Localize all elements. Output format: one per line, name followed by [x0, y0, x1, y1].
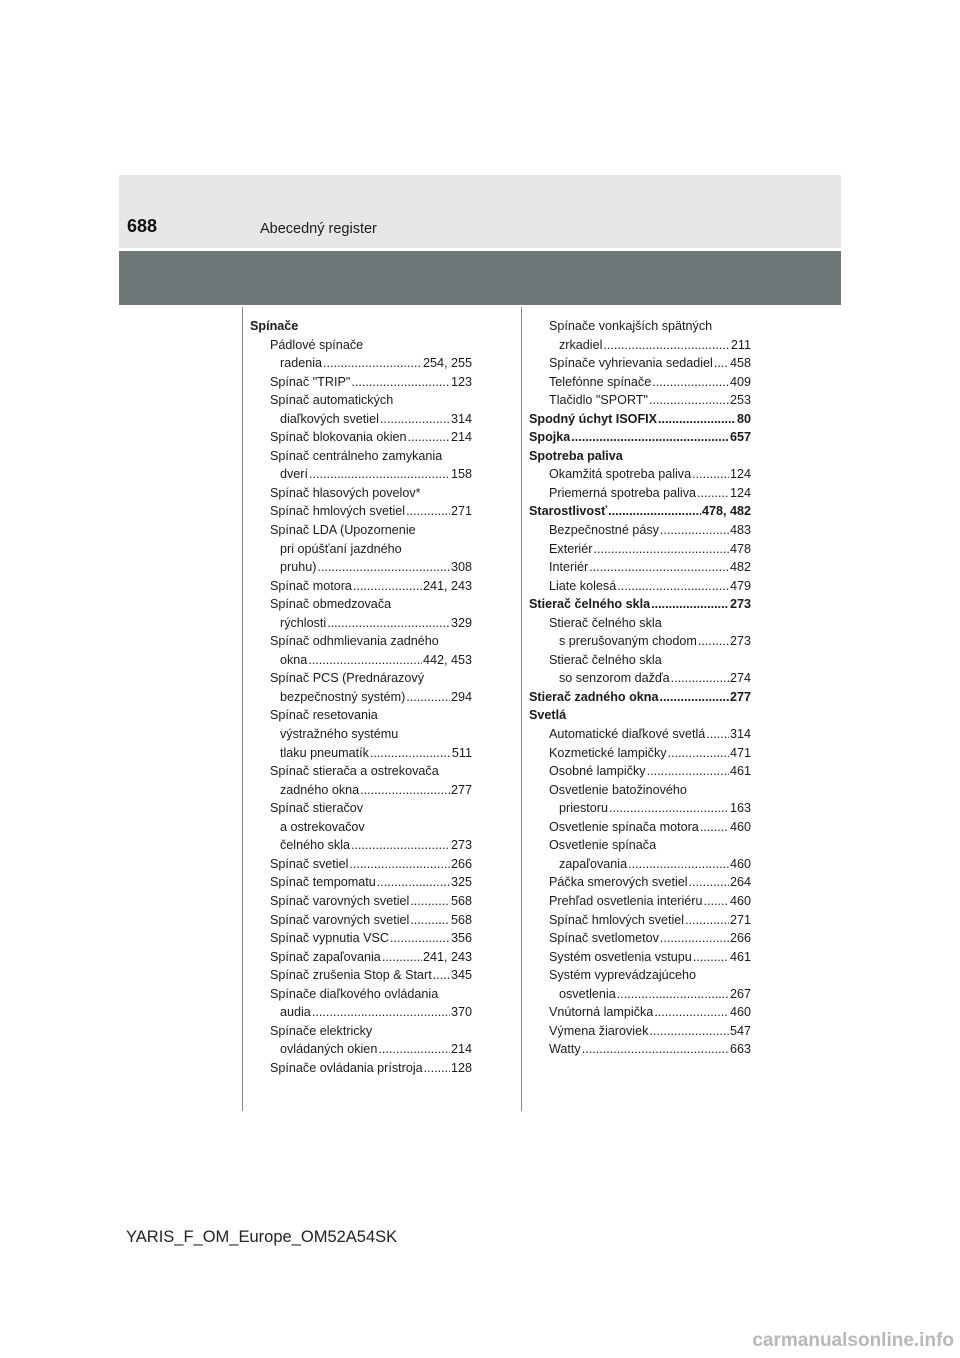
index-entry-pages: 657 — [729, 430, 751, 445]
leader-dots — [353, 577, 422, 596]
index-entry — [250, 818, 472, 837]
index-entry-pages: 460 — [729, 1005, 751, 1020]
index-entry-pages: 460 — [729, 819, 751, 834]
leader-dots — [704, 892, 729, 911]
index-entry-term: Výmena žiaroviek — [549, 1023, 649, 1038]
section-title: Abecedný register — [260, 221, 377, 237]
header-bar — [119, 175, 841, 248]
index-entry — [250, 428, 472, 447]
watermark-link[interactable]: carmanualsonline.info — [752, 1330, 954, 1351]
index-entry-term: Prehľad osvetlenia interiéru — [549, 893, 703, 908]
index-entry-term: Spínače vyhrievania sedadiel — [549, 356, 713, 371]
index-entry — [529, 595, 751, 614]
index-entry-term: Watty — [549, 1042, 581, 1057]
page-number: 688 — [127, 216, 158, 236]
index-entry — [529, 688, 751, 707]
index-entry-term: Interiér — [549, 560, 589, 575]
index-entry-pages: 409 — [729, 374, 751, 389]
index-entry-term: so senzorom dažďa — [559, 671, 670, 686]
index-entry — [250, 948, 472, 967]
index-entry — [529, 1003, 751, 1022]
index-entry-pages: 370 — [450, 1005, 472, 1020]
index-entry — [529, 669, 751, 688]
index-entry — [529, 1040, 751, 1059]
index-entry-pages: 271 — [450, 504, 472, 519]
index-entry-term: Spínač stieračov — [270, 801, 364, 816]
leader-dots — [659, 688, 729, 707]
index-entry-term: Spínače elektricky — [270, 1023, 373, 1038]
index-entry-term: Spínač LDA (Upozornenie — [270, 523, 416, 538]
leader-dots — [649, 391, 729, 410]
index-entry-term: Osvetlenie batožinového — [549, 782, 687, 797]
index-entry-term: Spodný úchyt ISOFIX — [529, 411, 658, 426]
leader-dots — [410, 892, 450, 911]
index-entry-term: Spínač centrálneho zamykania — [270, 448, 443, 463]
index-entry-term: a ostrekovačov — [280, 819, 365, 834]
leader-dots — [692, 465, 729, 484]
index-entry-term: pruhu) — [280, 560, 317, 575]
index-entry-term: Páčka smerových svetiel — [549, 875, 688, 890]
index-entry-term: Spínač automatických — [270, 393, 394, 408]
leader-dots — [433, 966, 450, 985]
index-entry-pages: 461 — [729, 949, 751, 964]
leader-dots — [685, 911, 729, 930]
index-entry — [529, 762, 751, 781]
leader-dots — [714, 354, 729, 373]
index-entry — [250, 873, 472, 892]
index-entry-pages: 253 — [729, 393, 751, 408]
leader-dots — [323, 354, 422, 373]
index-entry-pages: 273 — [450, 838, 472, 853]
index-entry-term: Starostlivosť — [529, 504, 608, 519]
index-entry — [529, 855, 751, 874]
leader-dots — [308, 651, 422, 670]
leader-dots — [671, 669, 729, 688]
index-entry-term: Spínač zrušenia Stop & Start — [270, 968, 432, 983]
leader-dots — [349, 855, 450, 874]
leader-dots — [652, 373, 729, 392]
index-entry — [250, 1059, 472, 1078]
index-entry-term: priestoru — [559, 801, 608, 816]
index-entry-term: Automatické diaľkové svetlá — [549, 727, 706, 742]
leader-dots — [377, 873, 450, 892]
index-entry — [250, 614, 472, 633]
index-entry-term: audia — [280, 1005, 311, 1020]
index-column-right — [529, 317, 751, 1059]
index-entry — [529, 725, 751, 744]
leader-dots — [654, 1003, 729, 1022]
index-entry — [250, 373, 472, 392]
index-entry-pages: 461 — [729, 764, 751, 779]
index-entry — [250, 781, 472, 800]
index-entry-pages: 471 — [729, 745, 751, 760]
leader-dots — [370, 744, 451, 763]
index-entry-term: Spojka — [529, 430, 571, 445]
index-entry — [529, 317, 751, 336]
leader-dots — [406, 688, 450, 707]
leader-dots — [693, 948, 729, 967]
index-entry — [529, 744, 751, 763]
index-entry — [529, 558, 751, 577]
index-entry-term: Pádlové spínače — [270, 337, 364, 352]
index-entry — [529, 614, 751, 633]
index-entry-term: Spínač PCS (Prednárazový — [270, 671, 424, 686]
index-entry-pages: 345 — [450, 968, 472, 983]
leader-dots — [380, 410, 450, 429]
index-entry — [250, 669, 472, 688]
index-entry-term: čelného skla — [280, 838, 351, 853]
index-entry-pages: 478, 482 — [701, 504, 751, 519]
index-entry-pages: 128 — [450, 1060, 472, 1075]
document-code: YARIS_F_OM_Europe_OM52A54SK — [126, 1228, 398, 1246]
index-entry — [529, 799, 751, 818]
index-entry-term: Priemerná spotreba paliva — [549, 485, 697, 500]
index-entry-term: Stierač čelného skla — [529, 597, 651, 612]
index-entry — [529, 818, 751, 837]
index-entry — [529, 911, 751, 930]
left-column-rule — [242, 307, 243, 1111]
leader-dots — [617, 577, 729, 596]
leader-dots — [706, 725, 729, 744]
middle-column-rule — [521, 307, 522, 1111]
index-entry — [250, 725, 472, 744]
index-entry — [529, 836, 751, 855]
index-entry-term: ovládaných okien — [280, 1042, 378, 1057]
index-entry-pages: 356 — [450, 931, 472, 946]
leader-dots — [317, 558, 450, 577]
index-entry-pages: 478 — [729, 541, 751, 556]
index-entry — [250, 744, 472, 763]
leader-dots — [351, 836, 450, 855]
index-entry — [529, 892, 751, 911]
index-entry-pages: 266 — [450, 856, 472, 871]
leader-dots — [410, 911, 450, 930]
index-entry-term: diaľkových svetiel — [280, 411, 379, 426]
leader-dots — [651, 595, 729, 614]
index-entry-term: tlaku pneumatík — [280, 745, 369, 760]
index-entry-pages: 158 — [450, 467, 472, 482]
index-entry-pages: 314 — [729, 727, 751, 742]
leader-dots — [312, 1003, 450, 1022]
index-entry — [250, 317, 472, 336]
index-entry-term: s prerušovaným chodom — [559, 634, 697, 649]
index-entry-term: Spínač tempomatu — [270, 875, 376, 890]
index-entry — [250, 892, 472, 911]
leader-dots — [658, 410, 736, 429]
index-entry-term: Bezpečnostné pásy — [549, 523, 659, 538]
leader-dots — [649, 1022, 729, 1041]
leader-dots — [582, 1040, 729, 1059]
index-entry — [250, 1003, 472, 1022]
index-entry-term: zrkadiel — [559, 337, 603, 352]
leader-dots — [360, 781, 450, 800]
index-entry — [529, 521, 751, 540]
index-entry-pages: 271 — [729, 912, 751, 927]
index-entry-pages: 663 — [729, 1042, 751, 1057]
index-entry-term: Stierač čelného skla — [549, 652, 662, 667]
index-entry — [250, 1040, 472, 1059]
index-entry — [250, 577, 472, 596]
index-entry-pages: 254, 255 — [422, 356, 472, 371]
index-entry — [250, 706, 472, 725]
index-entry-pages: 442, 453 — [422, 652, 472, 667]
index-entry-term: Spínač svetiel — [270, 856, 349, 871]
index-entry — [250, 465, 472, 484]
leader-dots — [327, 614, 450, 633]
leader-dots — [603, 336, 730, 355]
index-entry-term: Spínače — [250, 319, 299, 333]
index-entry — [250, 540, 472, 559]
index-entry-term: Svetlá — [529, 708, 567, 723]
index-entry — [529, 985, 751, 1004]
index-entry — [250, 595, 472, 614]
leader-dots — [697, 484, 729, 503]
index-entry — [250, 1022, 472, 1041]
index-entry-term: Spínač "TRIP" — [270, 374, 351, 389]
index-entry-pages: 266 — [729, 931, 751, 946]
index-entry — [250, 502, 472, 521]
index-entry — [250, 966, 472, 985]
leader-dots — [424, 1059, 450, 1078]
index-entry-term: Spínač stierača a ostrekovača — [270, 764, 439, 779]
index-entry-pages: 273 — [729, 597, 751, 612]
index-entry-term: Spínač resetovania — [270, 708, 378, 723]
index-entry — [529, 948, 751, 967]
index-entry — [250, 521, 472, 540]
index-entry — [529, 336, 751, 355]
leader-dots — [571, 428, 729, 447]
index-entry — [250, 688, 472, 707]
index-entry-term: Systém vyprevádzajúceho — [549, 968, 696, 983]
index-entry-pages: 211 — [730, 337, 751, 352]
index-entry — [250, 391, 472, 410]
index-entry-pages: 483 — [729, 523, 751, 538]
index-entry-pages: 460 — [729, 856, 751, 871]
index-entry — [529, 651, 751, 670]
index-entry — [250, 929, 472, 948]
index-entry-term: bezpečnostný systém) — [280, 689, 406, 704]
leader-dots — [689, 873, 729, 892]
index-entry-pages: 241, 243 — [422, 578, 472, 593]
index-entry-pages: 277 — [729, 689, 751, 704]
leader-dots — [660, 929, 729, 948]
index-entry-pages: 511 — [451, 745, 472, 760]
index-entry-term: Osvetlenie spínača — [549, 838, 657, 853]
index-entry-term: Spotreba paliva — [529, 448, 623, 463]
index-entry-term: Telefónne spínače — [549, 374, 652, 389]
index-entry-term: Spínače ovládania prístroja — [270, 1060, 423, 1075]
index-entry-pages: 314 — [450, 411, 472, 426]
index-entry-term: Spínač obmedzovača — [270, 597, 392, 612]
index-entry — [250, 484, 472, 503]
index-entry — [529, 502, 751, 521]
index-entry — [529, 781, 751, 800]
index-entry-term: Kozmetické lampičky — [549, 745, 667, 760]
index-entry-pages: 277 — [450, 782, 472, 797]
leader-dots — [660, 521, 729, 540]
index-entry-pages: 214 — [450, 1042, 472, 1057]
index-entry-term: výstražného systému — [280, 727, 399, 742]
index-entry-pages: 308 — [450, 560, 472, 575]
index-entry-term: zapaľovania — [559, 856, 628, 871]
index-entry-pages: 214 — [450, 430, 472, 445]
index-entry — [250, 447, 472, 466]
index-entry-pages: 163 — [729, 801, 751, 816]
index-entry-term: rýchlosti — [280, 615, 327, 630]
index-entry-term: Spínač varovných svetiel — [270, 893, 410, 908]
leader-dots — [351, 373, 450, 392]
index-entry-term: okna — [280, 652, 308, 667]
index-entry-term: radenia — [280, 356, 323, 371]
leader-dots — [593, 540, 729, 559]
index-entry — [529, 373, 751, 392]
index-entry-term: Spínač varovných svetiel — [270, 912, 410, 927]
index-entry — [529, 465, 751, 484]
index-entry-pages: 80 — [736, 411, 751, 426]
index-entry-pages: 273 — [729, 634, 751, 649]
leader-dots — [647, 762, 729, 781]
index-entry-pages: 264 — [729, 875, 751, 890]
index-entry — [250, 651, 472, 670]
leader-dots — [628, 855, 729, 874]
index-entry-term: osvetlenia — [559, 986, 616, 1001]
index-entry-pages: 267 — [729, 986, 751, 1001]
index-entry — [250, 336, 472, 355]
index-entry — [250, 762, 472, 781]
index-entry — [529, 577, 751, 596]
index-entry-pages: 124 — [729, 485, 751, 500]
leader-dots — [700, 818, 729, 837]
index-entry-pages: 479 — [729, 578, 751, 593]
index-entry-term: Exteriér — [549, 541, 593, 556]
index-entry — [529, 706, 751, 725]
index-entry-term: pri opúšťaní jazdného — [280, 541, 402, 556]
index-entry-term: Spínač hmlových svetiel — [549, 912, 685, 927]
index-entry-term: Spínač hlasových povelov* — [270, 485, 421, 500]
index-entry — [529, 1022, 751, 1041]
index-entry-pages: 241, 243 — [422, 949, 472, 964]
index-entry-pages: 568 — [450, 912, 472, 927]
index-entry-pages: 460 — [729, 893, 751, 908]
index-entry-term: Vnútorná lampička — [549, 1005, 654, 1020]
index-entry-term: Spínač svetlometov — [549, 931, 659, 946]
index-entry-pages: 329 — [450, 615, 472, 630]
index-entry-pages: 568 — [450, 893, 472, 908]
index-entry — [250, 836, 472, 855]
index-entry — [529, 966, 751, 985]
index-entry-pages: 274 — [729, 671, 751, 686]
index-entry-pages: 294 — [450, 689, 472, 704]
index-entry — [250, 632, 472, 651]
leader-dots — [382, 948, 422, 967]
index-entry-term: Spínač zapaľovania — [270, 949, 381, 964]
leader-dots — [378, 1040, 450, 1059]
leader-dots — [408, 428, 450, 447]
index-entry-term: Spínače vonkajších spätných — [549, 319, 713, 333]
index-entry — [250, 558, 472, 577]
index-entry — [529, 428, 751, 447]
leader-dots — [309, 465, 450, 484]
index-entry-term: Stierač zadného okna — [529, 689, 659, 704]
index-entry-term: Spínač odhmlievania zadného — [270, 634, 439, 649]
index-entry — [529, 873, 751, 892]
leader-dots — [668, 744, 729, 763]
index-entry — [250, 799, 472, 818]
leader-dots — [406, 502, 450, 521]
index-column-left — [250, 317, 472, 1077]
leader-dots — [390, 929, 450, 948]
index-entry-term: Stierač čelného skla — [549, 615, 662, 630]
index-entry-term: Spínač blokovania okien — [270, 430, 407, 445]
index-entry-term: Liate kolesá — [549, 578, 617, 593]
index-entry — [529, 391, 751, 410]
index-entry — [529, 929, 751, 948]
index-entry — [250, 410, 472, 429]
index-entry-term: zadného okna — [280, 782, 360, 797]
index-entry-term: Okamžitá spotreba paliva — [549, 467, 692, 482]
index-entry-pages: 124 — [729, 467, 751, 482]
index-entry — [529, 540, 751, 559]
index-entry — [250, 911, 472, 930]
index-entry-term: dverí — [280, 467, 308, 482]
leader-dots — [608, 502, 701, 521]
index-entry-pages: 458 — [729, 356, 751, 371]
index-entry — [529, 632, 751, 651]
index-entry — [250, 985, 472, 1004]
index-entry-pages: 325 — [450, 875, 472, 890]
index-entry-term: Tlačidlo "SPORT" — [549, 393, 648, 408]
leader-dots — [589, 558, 729, 577]
index-entry-term: Osobné lampičky — [549, 764, 646, 779]
header-band — [119, 251, 841, 305]
index-entry — [250, 354, 472, 373]
index-entry — [529, 447, 751, 466]
index-entry — [250, 855, 472, 874]
index-entry-term: Spínač hmlových svetiel — [270, 504, 406, 519]
index-entry — [529, 484, 751, 503]
index-entry — [529, 354, 751, 373]
index-entry — [529, 410, 751, 429]
index-entry-pages: 482 — [729, 560, 751, 575]
leader-dots — [617, 985, 729, 1004]
leader-dots — [609, 799, 729, 818]
index-entry-pages: 123 — [450, 374, 472, 389]
leader-dots — [698, 632, 729, 651]
index-entry-term: Spínače diaľkového ovládania — [270, 986, 439, 1001]
index-entry-term: Systém osvetlenia vstupu — [549, 949, 692, 964]
index-entry-term: Spínač vypnutia VSC — [270, 931, 390, 946]
index-entry-pages: 547 — [729, 1023, 751, 1038]
index-entry-term: Spínač motora — [270, 578, 352, 593]
index-entry-term: Osvetlenie spínača motora — [549, 819, 699, 834]
